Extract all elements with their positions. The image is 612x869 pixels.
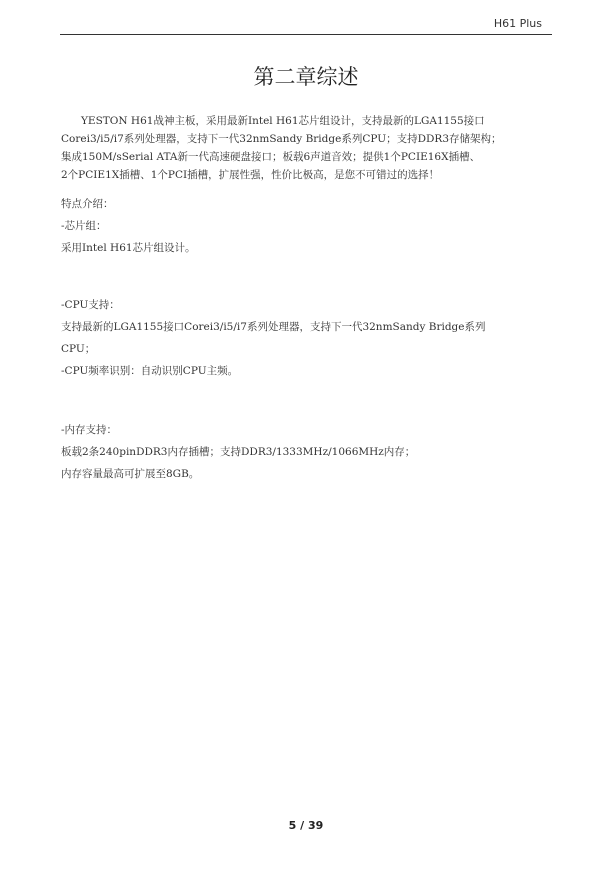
cpu-text-line-2: CPU；	[61, 343, 96, 355]
header-model: H61 Plus	[493, 17, 542, 30]
memory-section	[61, 419, 561, 485]
chipset-label: -芯片组：	[61, 220, 107, 232]
features-heading: 特点介绍：	[61, 198, 114, 210]
cpu-text-line-1: 支持最新的LGA1155接口Corei3/i5/i7系列处理器，支持下一代32nmSandy Bridge系列	[61, 321, 486, 333]
memory-label: -内存支持：	[61, 424, 118, 436]
page-number: 5 / 39	[288, 819, 324, 832]
chipset-text: 采用Intel H61芯片组设计。	[61, 242, 196, 254]
memory-text-line-2: 内存容量最高可扩展至8GB。	[61, 468, 200, 480]
chipset-section	[61, 193, 561, 259]
intro-line-2: Corei3/i5/i7系列处理器，支持下一代32nmSandy Bridge系列CPU；支持DDR3存储架构；	[61, 133, 502, 145]
cpu-section	[61, 294, 561, 382]
cpu-frequency-text: -CPU频率识别：自动识别CPU主频。	[61, 365, 239, 377]
header-divider	[60, 34, 552, 35]
chapter-title: 第二章综述	[253, 65, 359, 89]
intro-line-3: 集成150M/sSerial ATA新一代高速硬盘接口；板载6声道音效；提供1个PCIE16X插槽、	[61, 151, 481, 163]
cpu-label: -CPU支持：	[61, 299, 120, 311]
memory-text-line-1: 板载2条240pinDDR3内存插槽；支持DDR3/1333MHz/1066MHz内存；	[61, 446, 416, 458]
intro-line-4: 2个PCIE1X插槽、1个PCI插槽，扩展性强，性价比极高，是您不可错过的选择！	[61, 169, 440, 181]
intro-paragraph	[61, 112, 561, 184]
intro-line-1: YESTON H61战神主板，采用最新Intel H61芯片组设计，支持最新的LGA1155接口	[81, 115, 485, 127]
